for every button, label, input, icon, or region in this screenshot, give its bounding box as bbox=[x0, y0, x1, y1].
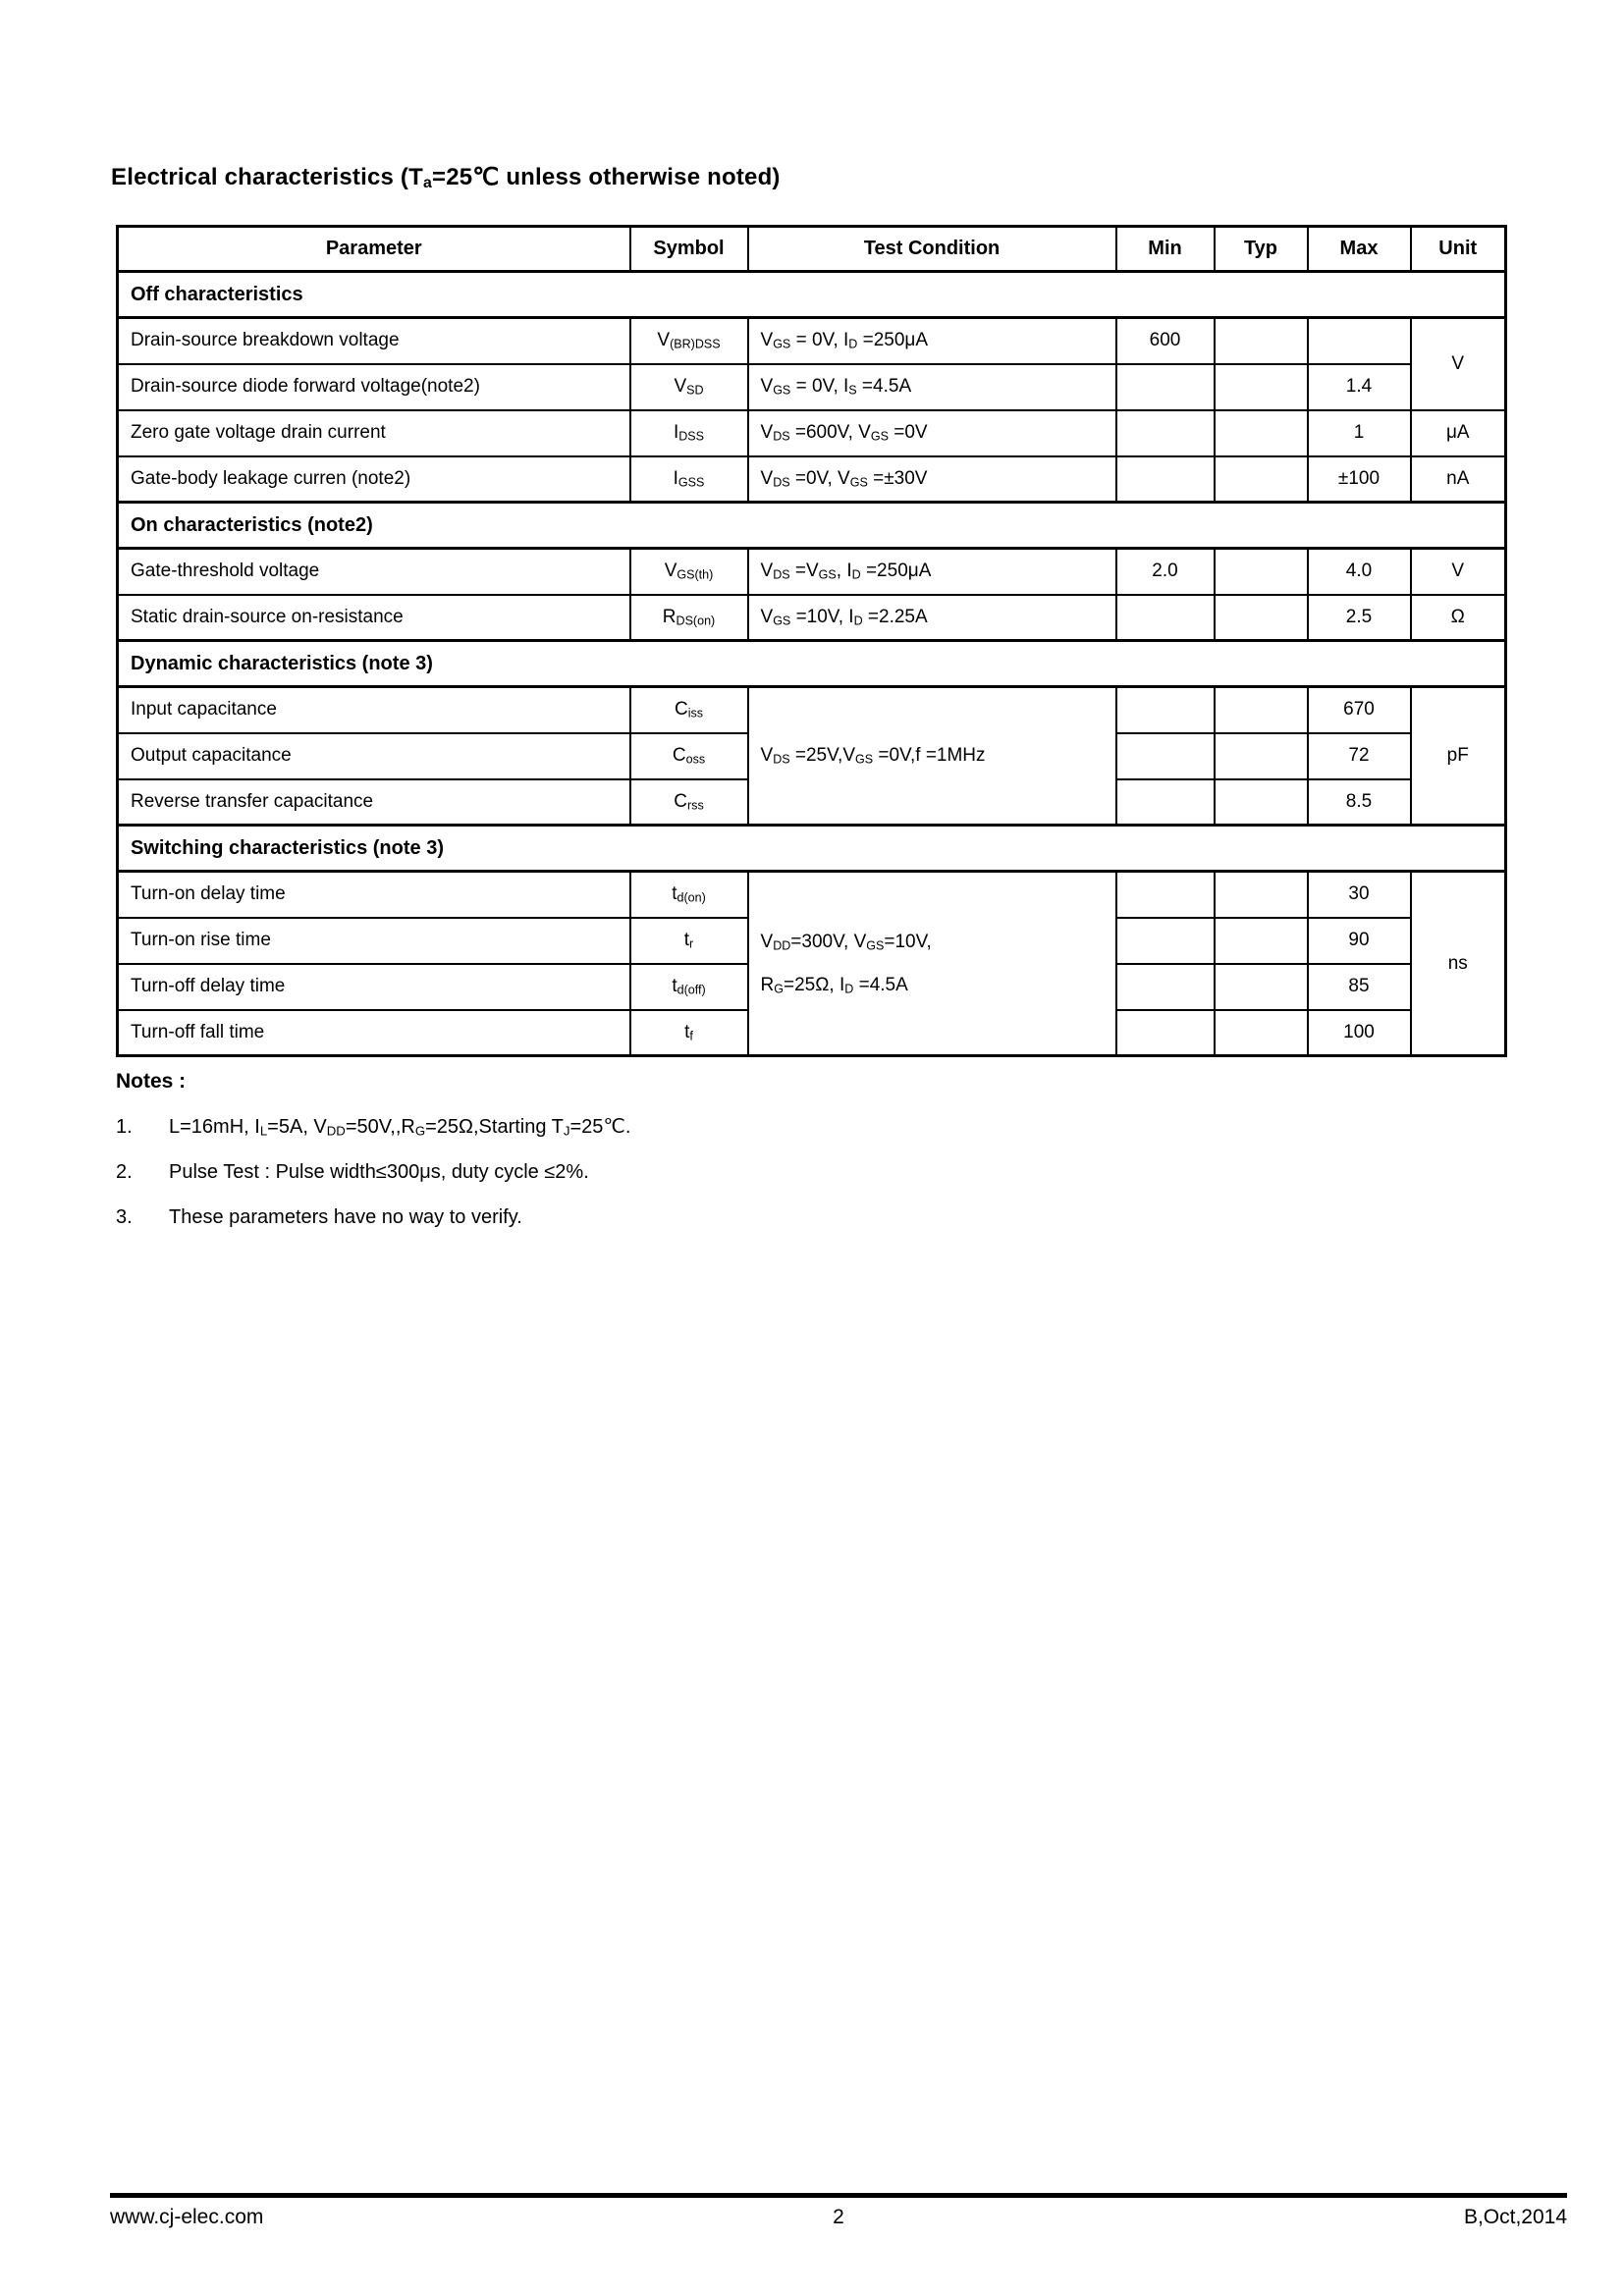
min-cell bbox=[1116, 872, 1215, 918]
param-cell: Turn-off fall time bbox=[118, 1010, 630, 1056]
typ-cell bbox=[1215, 687, 1308, 733]
param-cell: Input capacitance bbox=[118, 687, 630, 733]
param-cell: Gate-threshold voltage bbox=[118, 549, 630, 595]
column-header-test-condition: Test Condition bbox=[748, 227, 1116, 272]
footer-rule bbox=[110, 2193, 1567, 2198]
unit-cell: V bbox=[1411, 318, 1506, 410]
min-cell: 600 bbox=[1116, 318, 1215, 364]
column-header-parameter: Parameter bbox=[118, 227, 630, 272]
min-cell bbox=[1116, 595, 1215, 641]
section-header-row bbox=[118, 641, 1506, 687]
footer-website: www.cj-elec.com bbox=[110, 2206, 264, 2228]
column-header-symbol: Symbol bbox=[630, 227, 748, 272]
max-cell: 2.5 bbox=[1308, 595, 1411, 641]
typ-cell bbox=[1215, 779, 1308, 826]
condition-cell: $V_{GS} =10V$, $I_D =2.25A$ bbox=[748, 595, 1116, 641]
table-row bbox=[118, 595, 1506, 641]
max-cell: 8.5 bbox=[1308, 779, 1411, 826]
symbol-cell: $R_{DS(on)}$ bbox=[630, 595, 748, 641]
symbol-cell: $t_f$ bbox=[630, 1010, 748, 1056]
section-header-row bbox=[118, 503, 1506, 549]
notes-label: Notes : bbox=[116, 1070, 187, 1093]
typ-cell bbox=[1215, 1010, 1308, 1056]
symbol-cell: $C_{oss}$ bbox=[630, 733, 748, 779]
max-cell: 100 bbox=[1308, 1010, 1411, 1056]
table-header-row bbox=[118, 227, 1506, 272]
note-number: 3. bbox=[116, 1206, 133, 1228]
typ-cell bbox=[1215, 364, 1308, 410]
table-row bbox=[118, 872, 1506, 918]
param-cell: Drain-source diode forward voltage(note2) bbox=[118, 364, 630, 410]
min-cell bbox=[1116, 687, 1215, 733]
param-cell: Output capacitance bbox=[118, 733, 630, 779]
param-cell: Gate-body leakage curren (note2) bbox=[118, 456, 630, 503]
max-cell: 90 bbox=[1308, 918, 1411, 964]
note-item bbox=[116, 1160, 1294, 1184]
max-cell: 1.4 bbox=[1308, 364, 1411, 410]
condition-line: $R_G=25\Omega$, $I_D =4.5A$ bbox=[760, 974, 908, 995]
max-cell bbox=[1308, 318, 1411, 364]
footer bbox=[110, 2206, 1567, 2229]
param-cell: Turn-off delay time bbox=[118, 964, 630, 1010]
typ-cell bbox=[1215, 318, 1308, 364]
param-cell: Turn-on rise time bbox=[118, 918, 630, 964]
column-header-max: Max bbox=[1308, 227, 1411, 272]
characteristics-table bbox=[116, 225, 1507, 1057]
typ-cell bbox=[1215, 872, 1308, 918]
max-cell: 670 bbox=[1308, 687, 1411, 733]
condition-cell: $V_{DS} =25V,V_{GS} =0V,f =1MHz$ bbox=[748, 687, 1116, 826]
note-item bbox=[116, 1115, 1294, 1139]
min-cell bbox=[1116, 964, 1215, 1010]
condition-cell: $V_{GS} = 0V$, $I_S =4.5A$ bbox=[748, 364, 1116, 410]
symbol-cell: $V_{GS(th)}$ bbox=[630, 549, 748, 595]
typ-cell bbox=[1215, 595, 1308, 641]
unit-cell: pF bbox=[1411, 687, 1506, 826]
param-cell: Reverse transfer capacitance bbox=[118, 779, 630, 826]
symbol-cell: $t_{d(off)}$ bbox=[630, 964, 748, 1010]
min-cell bbox=[1116, 364, 1215, 410]
min-cell bbox=[1116, 1010, 1215, 1056]
min-cell bbox=[1116, 456, 1215, 503]
symbol-cell: $V_{(BR)DSS}$ bbox=[630, 318, 748, 364]
section-title: Switching characteristics (note 3) bbox=[118, 826, 1506, 872]
symbol-cell: $C_{iss}$ bbox=[630, 687, 748, 733]
condition-cell: $V_{DS} =0V$, $V_{GS} =\pm 30V$ bbox=[748, 456, 1116, 503]
note-text: Pulse Test : Pulse width≤300μs, duty cycle ≤2%. bbox=[169, 1161, 589, 1183]
unit-cell: ns bbox=[1411, 872, 1506, 1056]
max-cell: 4.0 bbox=[1308, 549, 1411, 595]
symbol-cell: $I_{GSS}$ bbox=[630, 456, 748, 503]
column-header-typ: Typ bbox=[1215, 227, 1308, 272]
notes-section bbox=[116, 1070, 1294, 1251]
note-item bbox=[116, 1205, 1294, 1229]
typ-cell bbox=[1215, 918, 1308, 964]
min-cell bbox=[1116, 779, 1215, 826]
unit-cell: μA bbox=[1411, 410, 1506, 456]
section-header-row bbox=[118, 826, 1506, 872]
typ-cell bbox=[1215, 456, 1308, 503]
max-cell: 72 bbox=[1308, 733, 1411, 779]
note-text: L=16mH, $I_L=5A$, $V_{DD}=50V,,R_G=25\Omega,Starting$ $T_J=25℃$. bbox=[169, 1116, 631, 1139]
typ-cell bbox=[1215, 964, 1308, 1010]
section-header-row bbox=[118, 272, 1506, 318]
table-row bbox=[118, 456, 1506, 503]
min-cell bbox=[1116, 918, 1215, 964]
min-cell bbox=[1116, 733, 1215, 779]
section-title: On characteristics (note2) bbox=[118, 503, 1506, 549]
typ-cell bbox=[1215, 410, 1308, 456]
symbol-cell: $I_{DSS}$ bbox=[630, 410, 748, 456]
param-cell: Static drain-source on-resistance bbox=[118, 595, 630, 641]
column-header-unit: Unit bbox=[1411, 227, 1506, 272]
column-header-min: Min bbox=[1116, 227, 1215, 272]
typ-cell bbox=[1215, 549, 1308, 595]
footer-revision: B,Oct,2014 bbox=[1463, 2206, 1567, 2228]
page-title: Electrical characteristics ($T_a=25℃$ unless otherwise noted) bbox=[111, 164, 781, 191]
table-row bbox=[118, 549, 1506, 595]
max-cell: 30 bbox=[1308, 872, 1411, 918]
table-row bbox=[118, 410, 1506, 456]
section-title: Off characteristics bbox=[118, 272, 1506, 318]
symbol-cell: $V_{SD}$ bbox=[630, 364, 748, 410]
min-cell bbox=[1116, 410, 1215, 456]
note-number: 1. bbox=[116, 1116, 133, 1138]
note-text: These parameters have no way to verify. bbox=[169, 1206, 522, 1228]
unit-cell: V bbox=[1411, 549, 1506, 595]
condition-cell bbox=[748, 872, 1116, 1056]
footer-page-number: 2 bbox=[833, 2206, 844, 2228]
condition-cell: $V_{DS} =600V$, $V_{GS} =0V$ bbox=[748, 410, 1116, 456]
note-number: 2. bbox=[116, 1161, 133, 1183]
table-row bbox=[118, 364, 1506, 410]
symbol-cell: $t_{d(on)}$ bbox=[630, 872, 748, 918]
unit-cell: nA bbox=[1411, 456, 1506, 503]
max-cell: 1 bbox=[1308, 410, 1411, 456]
condition-cell: $V_{DS} =V_{GS}$, $I_D =250\mu A$ bbox=[748, 549, 1116, 595]
section-title: Dynamic characteristics (note 3) bbox=[118, 641, 1506, 687]
min-cell: 2.0 bbox=[1116, 549, 1215, 595]
symbol-cell: $C_{rss}$ bbox=[630, 779, 748, 826]
param-cell: Zero gate voltage drain current bbox=[118, 410, 630, 456]
max-cell: 85 bbox=[1308, 964, 1411, 1010]
condition-line: $V_{DD}=300V$, $V_{GS}=10V$, bbox=[760, 931, 932, 952]
max-cell: ±100 bbox=[1308, 456, 1411, 503]
table-row bbox=[118, 318, 1506, 364]
symbol-cell: $t_r$ bbox=[630, 918, 748, 964]
param-cell: Drain-source breakdown voltage bbox=[118, 318, 630, 364]
typ-cell bbox=[1215, 733, 1308, 779]
param-cell: Turn-on delay time bbox=[118, 872, 630, 918]
table-row bbox=[118, 687, 1506, 733]
condition-cell: $V_{GS} = 0V$, $I_D =250\mu A$ bbox=[748, 318, 1116, 364]
unit-cell: Ω bbox=[1411, 595, 1506, 641]
